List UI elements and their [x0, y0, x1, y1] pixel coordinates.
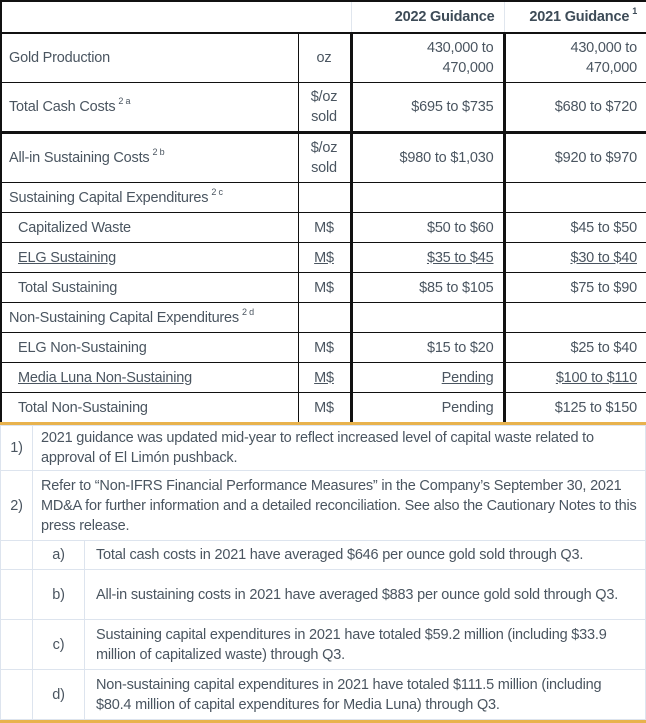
value-2021 — [504, 243, 646, 273]
row-label-text: Total Cash Costs — [9, 99, 116, 115]
value-line: 430,000 to — [426, 40, 494, 56]
header-2021-label: 2021 Guidance — [529, 9, 630, 25]
subnote-letter: a) — [33, 541, 85, 570]
value-2022: $50 to $60 — [351, 213, 504, 243]
row-label-text: ELG Sustaining — [18, 249, 116, 266]
header-2021 — [504, 1, 646, 33]
row-unit — [298, 363, 351, 393]
section-label-text: Non-Sustaining Capital Expenditures — [9, 309, 239, 326]
value-2021: $25 to $40 — [504, 333, 646, 363]
footnote-row — [1, 471, 646, 541]
subnote-text: Non-sustaining capital expenditures in 2021 have totaled $111.5 million (including $80.4 million of capital expenditures for Media Luna) through Q3. — [85, 670, 646, 720]
row-label — [1, 363, 298, 393]
row-unit: M$ — [298, 273, 351, 303]
value-2022 — [351, 363, 504, 393]
footnote-ref: 2 b — [152, 147, 165, 157]
section-label — [1, 303, 298, 333]
footnotes-table — [0, 425, 646, 720]
value-text: $35 to $45 — [426, 249, 494, 266]
footnote-number: 2) — [1, 471, 33, 541]
table-row — [1, 243, 646, 273]
unit-text: M$ — [314, 249, 334, 266]
spacer-cell — [1, 620, 33, 670]
table-row — [1, 83, 646, 133]
value-2022 — [351, 303, 504, 333]
value-2022 — [351, 183, 504, 213]
unit-text: M$ — [314, 369, 334, 386]
header-blank-cell — [1, 1, 351, 33]
table-row — [1, 333, 646, 363]
row-unit — [298, 243, 351, 273]
spacer-cell — [1, 570, 33, 620]
value-2021: $920 to $970 — [504, 133, 646, 183]
header-2022-label: 2022 Guidance — [394, 9, 495, 25]
section-row — [1, 303, 646, 333]
row-unit — [298, 133, 351, 183]
table-row — [1, 213, 646, 243]
row-unit — [298, 183, 351, 213]
value-text: $100 to $110 — [555, 369, 637, 386]
table-row — [1, 393, 646, 423]
value-2022: $695 to $735 — [351, 83, 504, 133]
row-label: Total Non-Sustaining — [1, 393, 298, 423]
row-unit — [298, 83, 351, 133]
footnote-text: Refer to “Non-IFRS Financial Performance Measures” in the Company’s September 30, 2021 MD&A for further information and a detailed reconciliation. See also the Cautionary Notes to this press release. — [33, 471, 646, 541]
section-label — [1, 183, 298, 213]
unit-line: $/oz — [310, 140, 338, 156]
footnote-row — [1, 426, 646, 471]
spacer-cell — [1, 670, 33, 720]
value-2022 — [351, 243, 504, 273]
value-2021: $680 to $720 — [504, 83, 646, 133]
subnote-letter: b) — [33, 570, 85, 620]
subnote-letter: c) — [33, 620, 85, 670]
footnote-ref: 2 a — [118, 96, 131, 106]
footnote-ref: 2 c — [211, 186, 223, 197]
subnote-text: Total cash costs in 2021 have averaged $646 per ounce gold sold through Q3. — [85, 541, 646, 570]
footnote-ref: 2 d — [241, 306, 254, 317]
value-2021: $75 to $90 — [504, 273, 646, 303]
value-text: $30 to $40 — [570, 249, 637, 266]
section-row — [1, 183, 646, 213]
header-2022 — [351, 1, 504, 33]
row-unit: M$ — [298, 213, 351, 243]
header-row — [1, 1, 646, 33]
value-2022: $15 to $20 — [351, 333, 504, 363]
table-row — [1, 363, 646, 393]
subnote-letter: d) — [33, 670, 85, 720]
subnote-text: Sustaining capital expenditures in 2021 have totaled $59.2 million (including $33.9 million of capitalized waste) through Q3. — [85, 620, 646, 670]
value-line: 470,000 — [585, 60, 637, 76]
row-label — [1, 243, 298, 273]
table-row — [1, 133, 646, 183]
subnote-text: All-in sustaining costs in 2021 have averaged $883 per ounce gold sold through Q3. — [85, 570, 646, 620]
value-2022: Pending — [351, 393, 504, 423]
value-2021: $45 to $50 — [504, 213, 646, 243]
section-label-text: Sustaining Capital Expenditures — [9, 189, 209, 206]
value-2022: $85 to $105 — [351, 273, 504, 303]
subnote-row — [1, 570, 646, 620]
row-unit: M$ — [298, 393, 351, 423]
row-label-text: Media Luna Non-Sustaining — [18, 369, 192, 386]
row-label-text: Gold Production — [9, 50, 110, 66]
subnote-row — [1, 541, 646, 570]
footnote-text: 2021 guidance was updated mid-year to reflect increased level of capital waste related to approval of El Limón pushback. — [33, 426, 646, 471]
row-label-text: All-in Sustaining Costs — [9, 150, 150, 166]
row-label: Capitalized Waste — [1, 213, 298, 243]
row-label: ELG Non-Sustaining — [1, 333, 298, 363]
footnote-ref: 1 — [632, 6, 637, 16]
unit-line: $/oz — [310, 89, 338, 105]
footnote-number: 1) — [1, 426, 33, 471]
value-2021 — [504, 303, 646, 333]
spacer-cell — [1, 541, 33, 570]
table-row — [1, 33, 646, 83]
value-2022: $980 to $1,030 — [351, 133, 504, 183]
value-2021: $125 to $150 — [504, 393, 646, 423]
table-row — [1, 273, 646, 303]
row-label — [1, 133, 298, 183]
value-line: 470,000 — [442, 60, 494, 76]
row-label — [1, 83, 298, 133]
value-2022 — [351, 33, 504, 83]
row-unit: oz — [298, 33, 351, 83]
row-unit: M$ — [298, 333, 351, 363]
unit-line: sold — [311, 109, 337, 125]
unit-line: sold — [311, 160, 337, 176]
subnote-row — [1, 620, 646, 670]
value-2021 — [504, 183, 646, 213]
value-line: 430,000 to — [570, 40, 637, 56]
row-label: Total Sustaining — [1, 273, 298, 303]
value-2021 — [504, 33, 646, 83]
value-2021 — [504, 363, 646, 393]
row-label — [1, 33, 298, 83]
subnote-row — [1, 670, 646, 720]
value-text: Pending — [441, 369, 494, 386]
row-unit — [298, 303, 351, 333]
